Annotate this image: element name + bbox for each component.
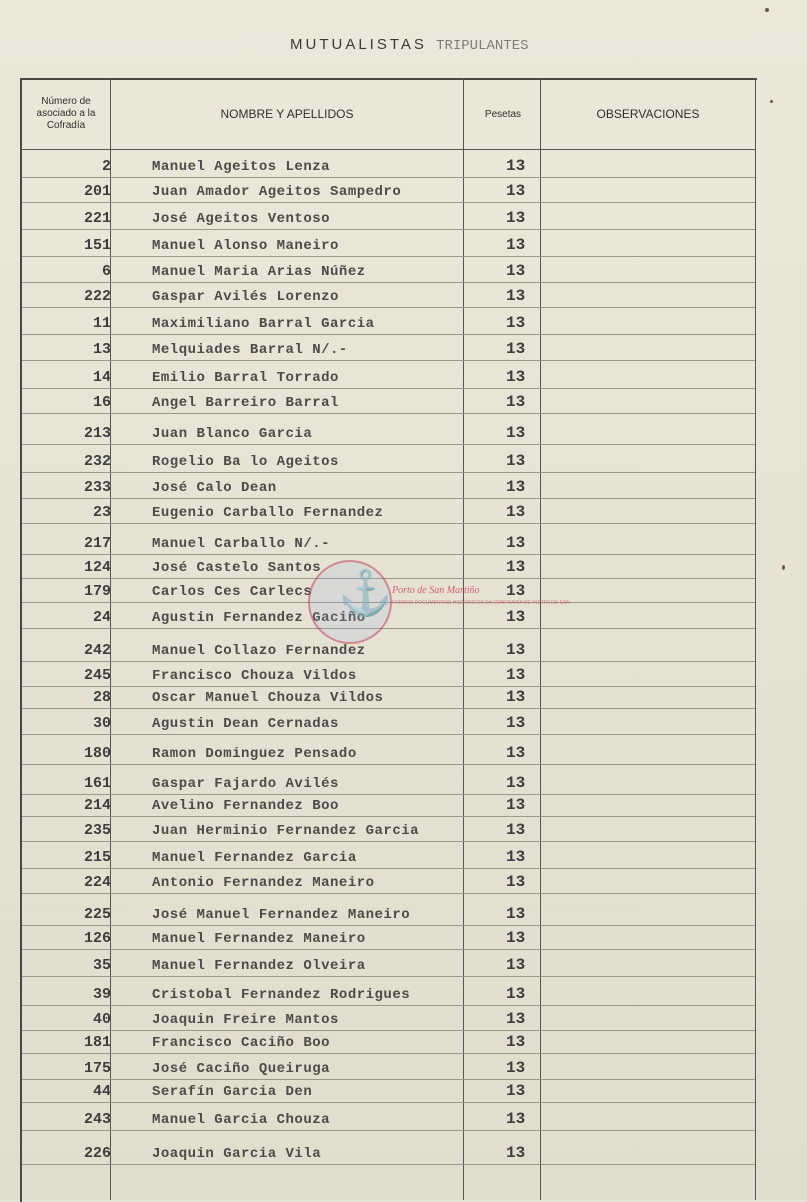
member-number: 221 (83, 210, 111, 227)
member-pesetas: 13 (506, 744, 526, 762)
member-pesetas: 13 (506, 314, 526, 332)
member-name: Joaquin Freire Mantos (152, 1012, 339, 1028)
paper-spot (782, 565, 785, 570)
table-row (22, 176, 755, 203)
member-name: José Ageitos Ventoso (152, 211, 331, 227)
member-number: 151 (83, 237, 111, 254)
member-name: Juan Herminio Fernandez Garcia (152, 823, 420, 839)
table-row (22, 867, 755, 894)
table-row (22, 738, 755, 765)
member-pesetas: 13 (506, 287, 526, 305)
member-number: 28 (92, 689, 111, 706)
member-name: Manuel Carballo N/.- (152, 536, 331, 552)
member-name: Juan Blanco Garcia (152, 426, 313, 442)
member-pesetas: 13 (506, 796, 526, 814)
member-pesetas: 13 (506, 424, 526, 442)
member-pesetas: 13 (506, 688, 526, 706)
table-row (22, 1076, 755, 1103)
member-pesetas: 13 (506, 774, 526, 792)
member-number: 16 (92, 394, 111, 411)
member-name: Manuel Collazo Fernandez (152, 643, 366, 659)
title-typed: TRIPULANTES (436, 38, 529, 54)
member-number: 222 (83, 288, 111, 305)
table-row (22, 387, 755, 414)
member-number: 226 (83, 1145, 111, 1162)
member-number: 225 (83, 906, 111, 923)
member-name: Avelino Fernandez Boo (152, 798, 339, 814)
member-name: Antonio Fernandez Maneiro (152, 875, 375, 891)
member-number: 6 (101, 263, 111, 280)
member-number: 39 (92, 986, 111, 1003)
table-row (22, 418, 755, 445)
member-number: 13 (92, 341, 111, 358)
anchor-icon: ⚓ (338, 569, 393, 618)
member-pesetas: 13 (506, 393, 526, 411)
member-pesetas: 13 (506, 262, 526, 280)
member-number: 179 (83, 583, 111, 600)
member-pesetas: 13 (506, 236, 526, 254)
member-number: 245 (83, 667, 111, 684)
table-row (22, 682, 755, 709)
table-row (22, 899, 755, 926)
header-observaciones: OBSERVACIONES (596, 107, 700, 121)
member-pesetas: 13 (506, 873, 526, 891)
member-name: José Manuel Fernandez Maneiro (152, 907, 411, 923)
member-number: 161 (83, 775, 111, 792)
member-name: José Calo Dean (152, 480, 277, 496)
member-pesetas: 13 (506, 182, 526, 200)
stamp-text: Porto de San Martiño (392, 585, 480, 596)
member-name: Manuel Fernandez Garcia (152, 850, 357, 866)
paper-spot (765, 8, 769, 12)
table-row (22, 1104, 755, 1131)
table-row (22, 708, 755, 735)
member-name: Maximiliano Barral Garcia (152, 316, 375, 332)
table-row (22, 790, 755, 817)
member-pesetas: 13 (506, 1059, 526, 1077)
member-name: Ramon Dominguez Pensado (152, 746, 357, 762)
member-name: Francisco Chouza Vildos (152, 668, 357, 684)
member-name: Agustin Fernandez Gaciño (152, 610, 366, 626)
member-pesetas: 13 (506, 368, 526, 386)
member-pesetas: 13 (506, 558, 526, 576)
member-name: Manuel Alonso Maneiro (152, 238, 339, 254)
title-main: MUTUALISTAS (290, 36, 427, 53)
member-pesetas: 13 (506, 641, 526, 659)
member-name: Oscar Manuel Chouza Vildos (152, 690, 384, 706)
member-name: Agustin Dean Cernadas (152, 716, 339, 732)
member-number: 232 (83, 453, 111, 470)
table-row (22, 1027, 755, 1054)
member-number: 35 (92, 957, 111, 974)
header-number: Número de asociado a la Cofradía (36, 96, 96, 131)
member-pesetas: 13 (506, 848, 526, 866)
member-name: Manuel Fernandez Maneiro (152, 931, 366, 947)
member-number: 23 (92, 504, 111, 521)
header-name: NOMBRE Y APELLIDOS (220, 107, 354, 121)
member-number: 181 (83, 1034, 111, 1051)
member-name: Gaspar Avilés Lorenzo (152, 289, 339, 305)
member-number: 215 (83, 849, 111, 866)
member-pesetas: 13 (506, 985, 526, 1003)
member-name: Manuel Garcia Chouza (152, 1112, 331, 1128)
member-number: 201 (83, 183, 111, 200)
member-name: Manuel Maria Arias Núñez (152, 264, 366, 280)
member-pesetas: 13 (506, 1033, 526, 1051)
member-number: 224 (83, 874, 111, 891)
member-number: 243 (83, 1111, 111, 1128)
member-pesetas: 13 (506, 452, 526, 470)
table-row (22, 950, 755, 977)
member-number: 124 (83, 559, 111, 576)
member-name: Melquiades Barral N/.- (152, 342, 348, 358)
table-row (22, 979, 755, 1006)
page-title (290, 36, 529, 54)
table-row (22, 446, 755, 473)
table-row (22, 472, 755, 499)
member-name: Manuel Fernandez Olveira (152, 958, 366, 974)
member-name: José Caciño Queiruga (152, 1061, 331, 1077)
member-name: Eugenio Carballo Fernandez (152, 505, 384, 521)
member-pesetas: 13 (506, 1010, 526, 1028)
member-pesetas: 13 (506, 714, 526, 732)
member-number: 2 (101, 158, 111, 175)
member-pesetas: 13 (506, 582, 526, 600)
table-row (22, 362, 755, 389)
member-number: 235 (83, 822, 111, 839)
stamp-subtext: FONDOS DOCUMENTAIS HISTÓRICOS DA CONFRARÍA DE PORTO DE SAN (392, 600, 570, 606)
member-pesetas: 13 (506, 929, 526, 947)
table-row (22, 842, 755, 869)
member-pesetas: 13 (506, 821, 526, 839)
member-pesetas: 13 (506, 534, 526, 552)
member-name: Serafín Garcia Den (152, 1084, 313, 1100)
member-number: 44 (92, 1083, 111, 1100)
table-row (22, 815, 755, 842)
member-pesetas: 13 (506, 905, 526, 923)
member-name: Carlos Ces Carlecs (152, 584, 313, 600)
member-name: Manuel Ageitos Lenza (152, 159, 331, 175)
table-row (22, 1138, 755, 1165)
table-row (22, 230, 755, 257)
member-name: Angel Barreiro Barral (152, 395, 339, 411)
member-number: 214 (83, 797, 111, 814)
member-pesetas: 13 (506, 608, 526, 626)
archive-stamp (308, 560, 392, 644)
member-number: 30 (92, 715, 111, 732)
table-row (22, 256, 755, 283)
table-row (22, 281, 755, 308)
paper-spot (770, 100, 773, 103)
table-row (22, 308, 755, 335)
header-divider (20, 149, 755, 150)
member-name: Cristobal Fernandez Rodrigues (152, 987, 411, 1003)
table-row (22, 635, 755, 662)
member-pesetas: 13 (506, 1110, 526, 1128)
table-row (22, 334, 755, 361)
member-number: 24 (92, 609, 111, 626)
table-row (22, 151, 755, 178)
member-name: Rogelio Ba lo Ageitos (152, 454, 339, 470)
member-pesetas: 13 (506, 157, 526, 175)
member-name: José Castelo Santos (152, 560, 322, 576)
column-divider (755, 78, 756, 1200)
member-name: Joaquin Garcia Vila (152, 1146, 322, 1162)
member-pesetas: 13 (506, 209, 526, 227)
member-number: 126 (83, 930, 111, 947)
member-pesetas: 13 (506, 503, 526, 521)
member-pesetas: 13 (506, 478, 526, 496)
member-number: 14 (92, 369, 111, 386)
member-name: Gaspar Fajardo Avilés (152, 776, 339, 792)
member-number: 40 (92, 1011, 111, 1028)
member-pesetas: 13 (506, 1144, 526, 1162)
member-number: 242 (83, 642, 111, 659)
header-pesetas: Pesetas (484, 108, 522, 120)
member-number: 180 (83, 745, 111, 762)
member-number: 175 (83, 1060, 111, 1077)
member-name: Emilio Barral Torrado (152, 370, 339, 386)
member-pesetas: 13 (506, 956, 526, 974)
table-row (22, 203, 755, 230)
member-number: 217 (83, 535, 111, 552)
member-number: 213 (83, 425, 111, 442)
member-number: 233 (83, 479, 111, 496)
member-pesetas: 13 (506, 666, 526, 684)
member-name: Juan Amador Ageitos Sampedro (152, 184, 402, 200)
member-number: 11 (92, 315, 111, 332)
member-pesetas: 13 (506, 1082, 526, 1100)
table-row (22, 528, 755, 555)
member-pesetas: 13 (506, 340, 526, 358)
table-row (22, 497, 755, 524)
table-row (22, 923, 755, 950)
member-name: Francisco Caciño Boo (152, 1035, 331, 1051)
